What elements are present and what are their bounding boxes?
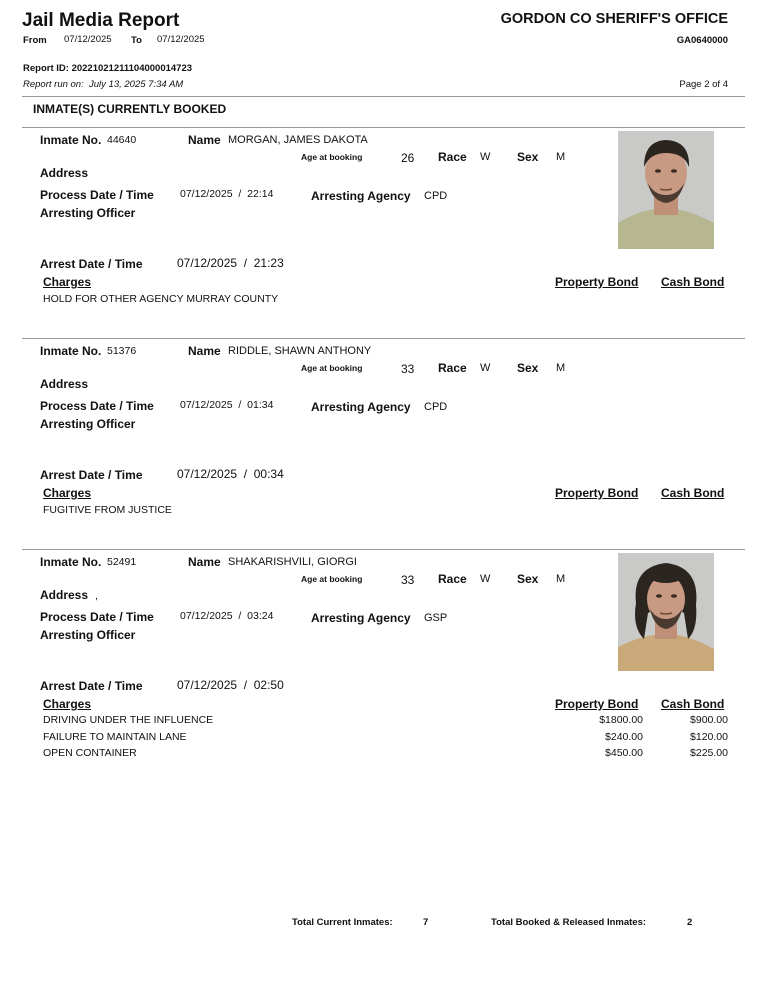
race-label: Race: [438, 361, 467, 375]
charge-item: OPEN CONTAINER: [43, 747, 137, 759]
charges-header: Charges: [43, 486, 92, 500]
property-bond-amount: $240.00: [605, 731, 643, 743]
inmate-name: SHAKARISHVILI, GIORGI: [228, 556, 357, 568]
header-divider: [22, 96, 745, 97]
sex-label: Sex: [517, 361, 539, 375]
address-label: Address: [40, 377, 89, 391]
charges-header: Charges: [43, 275, 92, 289]
charge-item: DRIVING UNDER THE INFLUENCE: [43, 714, 214, 726]
process-datetime: 07/12/2025 / 22:14: [180, 188, 274, 200]
total-booked-released-label: Total Booked & Released Inmates:: [491, 917, 647, 928]
sex-label: Sex: [517, 150, 539, 164]
process-datetime: 07/12/2025 / 01:34: [180, 399, 274, 411]
arresting-agency: GSP: [424, 612, 448, 624]
record-divider: [22, 338, 745, 339]
arrest-date-label: Arrest Date / Time: [40, 679, 143, 693]
age-label: Age at booking: [301, 363, 363, 373]
arrest-datetime: 07/12/2025 / 02:50: [177, 678, 284, 692]
charge-item: FAILURE TO MAINTAIN LANE: [43, 731, 187, 743]
mugshot-photo: [618, 553, 714, 671]
name-label: Name: [188, 555, 221, 569]
agency-name: GORDON CO SHERIFF'S OFFICE: [500, 11, 728, 27]
inmate-race: W: [480, 573, 491, 585]
report-id: 20221021211104000014723: [71, 63, 193, 74]
inmate-race: W: [480, 362, 491, 374]
inmate-no: 52491: [107, 556, 137, 568]
age-label: Age at booking: [301, 574, 363, 584]
inmate-age: 33: [401, 573, 415, 587]
sex-label: Sex: [517, 572, 539, 586]
agency-label: Arresting Agency: [311, 400, 411, 414]
inmate-no-label: Inmate No.: [40, 133, 102, 147]
name-label: Name: [188, 133, 221, 147]
address-label: Address: [40, 166, 89, 180]
agency-code: GA0640000: [676, 35, 728, 46]
cash-bond-header: Cash Bond: [661, 486, 725, 500]
inmate-sex: M: [556, 573, 566, 585]
total-booked-released-value: 2: [687, 917, 693, 928]
inmate-age: 26: [401, 151, 415, 165]
process-label: Process Date / Time: [40, 610, 154, 624]
agency-label: Arresting Agency: [311, 189, 411, 203]
process-datetime: 07/12/2025 / 03:24: [180, 610, 274, 622]
officer-label: Arresting Officer: [40, 628, 136, 642]
arrest-datetime: 07/12/2025 / 00:34: [177, 467, 284, 481]
inmate-sex: M: [556, 151, 566, 163]
charge-item: FUGITIVE FROM JUSTICE: [43, 504, 172, 516]
agency-label: Arresting Agency: [311, 611, 411, 625]
inmate-name: RIDDLE, SHAWN ANTHONY: [228, 345, 372, 357]
cash-bond-amount: $120.00: [690, 731, 728, 743]
cash-bond-amount: $225.00: [690, 747, 728, 759]
record-divider: [22, 549, 745, 550]
inmate-no-label: Inmate No.: [40, 344, 102, 358]
process-label: Process Date / Time: [40, 399, 154, 413]
race-label: Race: [438, 150, 467, 164]
report-title: Jail Media Report: [22, 10, 180, 31]
officer-label: Arresting Officer: [40, 417, 136, 431]
to-label: To: [131, 35, 142, 46]
total-current-value: 7: [423, 917, 429, 928]
arrest-datetime: 07/12/2025 / 21:23: [177, 256, 284, 270]
total-current-label: Total Current Inmates:: [292, 917, 393, 928]
report-run-on: Report run on: July 13, 2025 7:34 AM: [23, 79, 184, 90]
section-heading: INMATE(S) CURRENTLY BOOKED: [33, 102, 227, 116]
inmate-age: 33: [401, 362, 415, 376]
charges-header: Charges: [43, 697, 92, 711]
inmate-name: MORGAN, JAMES DAKOTA: [228, 134, 368, 146]
property-bond-header: Property Bond: [555, 275, 639, 289]
arrest-date-label: Arrest Date / Time: [40, 468, 143, 482]
property-bond-header: Property Bond: [555, 486, 639, 500]
officer-label: Arresting Officer: [40, 206, 136, 220]
age-label: Age at booking: [301, 152, 363, 162]
inmate-address: ,: [95, 590, 98, 602]
charge-item: HOLD FOR OTHER AGENCY MURRAY COUNTY: [43, 293, 279, 305]
property-bond-amount: $450.00: [605, 747, 643, 759]
address-label: Address: [40, 588, 89, 602]
process-label: Process Date / Time: [40, 188, 154, 202]
report-run-date: July 13, 2025 7:34 AM: [89, 79, 184, 90]
cash-bond-amount: $900.00: [690, 714, 728, 726]
arresting-agency: CPD: [424, 190, 448, 202]
inmate-sex: M: [556, 362, 566, 374]
section-divider: [22, 127, 745, 128]
arrest-date-label: Arrest Date / Time: [40, 257, 143, 271]
page-indicator: Page 2 of 4: [679, 79, 728, 90]
inmate-no-label: Inmate No.: [40, 555, 102, 569]
arresting-agency: CPD: [424, 401, 448, 413]
to-date: 07/12/2025: [157, 34, 205, 45]
property-bond-header: Property Bond: [555, 697, 639, 711]
from-label: From: [23, 35, 47, 46]
race-label: Race: [438, 572, 467, 586]
inmate-no: 51376: [107, 345, 137, 357]
inmate-no: 44640: [107, 134, 137, 146]
mugshot-photo: [618, 131, 714, 249]
report-id-label: Report ID: 20221021211104000014723: [23, 63, 193, 74]
property-bond-amount: $1800.00: [599, 714, 643, 726]
cash-bond-header: Cash Bond: [661, 697, 725, 711]
cash-bond-header: Cash Bond: [661, 275, 725, 289]
inmate-race: W: [480, 151, 491, 163]
name-label: Name: [188, 344, 221, 358]
from-date: 07/12/2025: [64, 34, 112, 45]
